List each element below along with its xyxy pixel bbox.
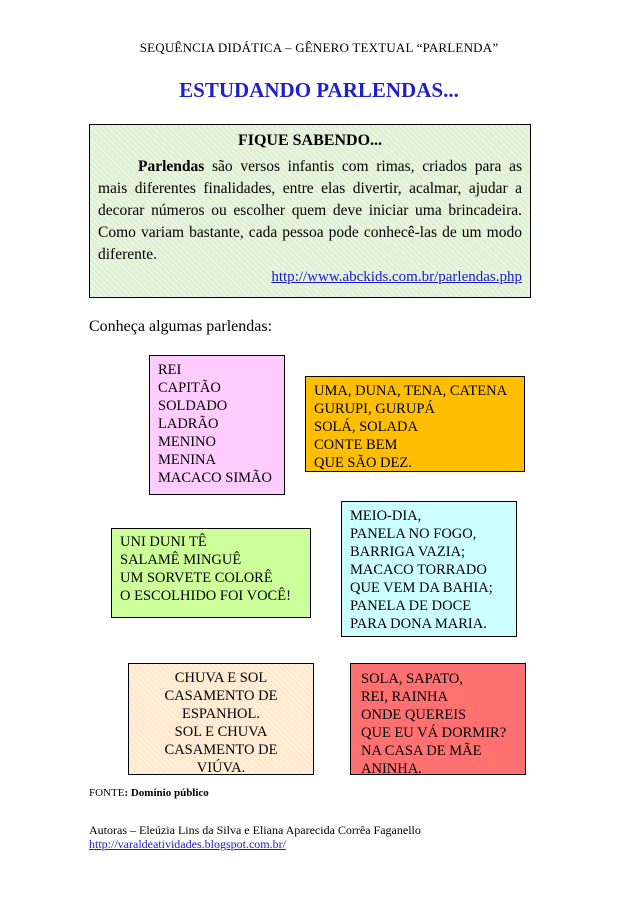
parlenda-line: UNI DUNI TÊ: [120, 534, 207, 550]
parlenda-line: MACACO SIMÃO: [158, 470, 273, 486]
parlenda-line: NA CASA DE MÃE: [361, 743, 482, 759]
parlenda-line: MENINA: [158, 452, 216, 468]
parlenda-line: PANELA NO FOGO,: [350, 526, 477, 542]
info-body: são versos infantis com rimas, criados para as mais diferentes finalidades, entre elas divertir, acalmar, ajudar a decorar números ou escolher quem deve iniciar uma brincadeira. Como variam bastante, cada pessoa pode conhecê-las de um modo diferente.: [98, 158, 522, 263]
parlenda-line: BARRIGA VAZIA;: [350, 544, 466, 560]
parlenda-line: CHUVA E SOL: [174, 670, 268, 686]
parlenda-line: MEIO-DIA,: [350, 508, 422, 524]
parlenda-box-meio-dia: [341, 501, 517, 637]
parlenda-line: LADRÃO: [158, 416, 219, 432]
source-note: [89, 787, 209, 799]
parlenda-line: CASAMENTO DE: [164, 688, 278, 704]
info-heading: FIQUE SABENDO...: [237, 132, 383, 149]
parlenda-line: REI: [158, 362, 182, 378]
parlenda-line: MENINO: [158, 434, 216, 450]
parlenda-line: QUE SÃO DEZ.: [314, 455, 412, 471]
parlenda-line: UM SORVETE COLORÊ: [120, 570, 273, 586]
parlenda-box-sola: [350, 663, 526, 775]
authors-link[interactable]: http://varaldeatividades.blogspot.com.br/: [89, 837, 286, 851]
authors-text: Autoras – Eleúzia Lins da Silva e Eliana Aparecida Corrêa Faganello: [89, 823, 421, 837]
info-link[interactable]: http://www.abckids.com.br/parlendas.php: [271, 269, 522, 285]
intro-text: Conheça algumas parlendas:: [89, 318, 273, 335]
authors-block: [89, 823, 421, 851]
parlenda-line: PANELA DE DOCE: [350, 598, 472, 614]
source-value: : Domínio público: [124, 787, 209, 799]
parlenda-line: ANINHA.: [361, 761, 422, 777]
parlenda-line: O ESCOLHIDO FOI VOCÊ!: [120, 588, 291, 604]
parlenda-line: CASAMENTO DE: [164, 742, 278, 758]
parlenda-line: SOLDADO: [158, 398, 228, 414]
info-bold-word: Parlendas: [138, 158, 205, 175]
source-label: FONTE: [89, 787, 125, 799]
info-box: [89, 124, 531, 298]
parlenda-line: SOL E CHUVA: [174, 724, 268, 740]
parlenda-line: ESPANHOL.: [181, 706, 261, 722]
parlenda-line: SOLÁ, SOLADA: [314, 419, 418, 435]
info-text: [98, 156, 522, 266]
parlenda-line: ONDE QUEREIS: [361, 707, 467, 723]
parlenda-box-rei: [149, 355, 285, 495]
page-header: SEQUÊNCIA DIDÁTICA – GÊNERO TEXTUAL “PARLENDA”: [139, 40, 499, 55]
parlenda-line: CAPITÃO: [158, 380, 221, 396]
parlenda-line: SOLA, SAPATO,: [361, 671, 463, 687]
parlenda-line: PARA DONA MARIA.: [350, 616, 487, 632]
parlenda-line: QUE EU VÁ DORMIR?: [361, 725, 507, 741]
parlenda-line: VIÚVA.: [196, 760, 246, 776]
parlenda-line: GURUPI, GURUPÁ: [314, 401, 435, 417]
page-title: ESTUDANDO PARLENDAS...: [179, 78, 459, 102]
parlenda-box-uma: [305, 376, 525, 472]
parlenda-line: UMA, DUNA, TENA, CATENA: [314, 383, 508, 399]
parlenda-line: MACACO TORRADO: [350, 562, 487, 578]
parlenda-line: QUE VEM DA BAHIA;: [350, 580, 493, 596]
parlenda-line: SALAMÊ MINGUÊ: [120, 552, 242, 568]
parlenda-box-chuva: [128, 663, 314, 775]
parlenda-line: REI, RAINHA: [361, 689, 448, 705]
parlenda-box-uni: [111, 528, 311, 618]
parlenda-line: CONTE BEM: [314, 437, 398, 453]
